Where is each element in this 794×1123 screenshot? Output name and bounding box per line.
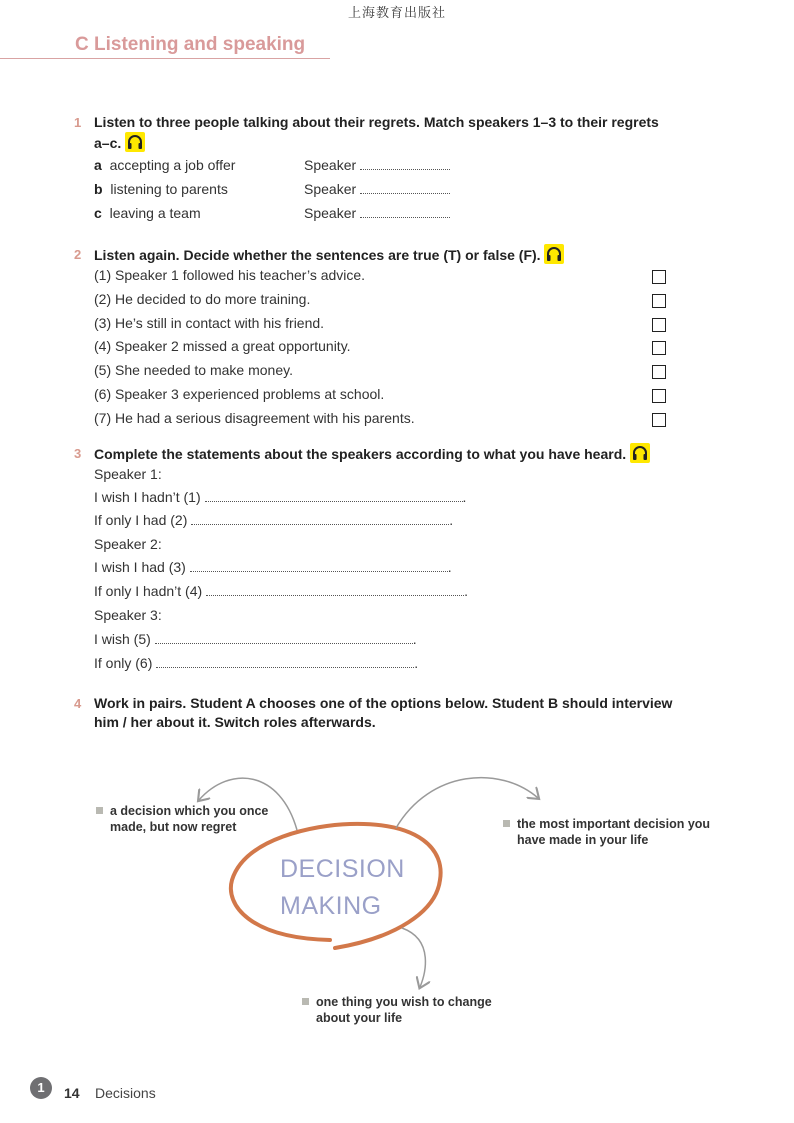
statement-prompt: I wish (5) bbox=[94, 631, 151, 647]
q1-speaker-field-a[interactable] bbox=[304, 155, 450, 175]
statement-period: . bbox=[412, 631, 417, 647]
answer-blank[interactable] bbox=[156, 655, 414, 668]
option-text: one thing you wish to change bbox=[316, 995, 492, 1009]
q3-speaker-heading: Speaker 1: bbox=[94, 466, 162, 482]
statement-period: . bbox=[449, 512, 454, 528]
tf-checkbox[interactable] bbox=[652, 389, 666, 403]
statement-prompt: If only I had (2) bbox=[94, 512, 188, 528]
q1-instruction-line1: Listen to three people talking about their regrets. Match speakers 1–3 to their regrets bbox=[94, 114, 659, 130]
answer-blank[interactable] bbox=[360, 205, 450, 218]
tf-checkbox[interactable] bbox=[652, 365, 666, 379]
q3-number: 3 bbox=[74, 446, 82, 461]
tf-checkbox[interactable] bbox=[652, 270, 666, 284]
section-divider bbox=[0, 58, 330, 59]
q2-statement-4: (4) Speaker 2 missed a great opportunity. bbox=[94, 338, 351, 354]
unit-title: Decisions bbox=[95, 1085, 156, 1101]
q4-instruction-line2: him / her about it. Switch roles afterwards. bbox=[94, 714, 376, 730]
q1-item-a bbox=[94, 155, 235, 175]
statement-period: . bbox=[447, 559, 452, 575]
option-text: have made in your life bbox=[517, 833, 649, 847]
q3-statement-2[interactable] bbox=[94, 510, 453, 530]
answer-blank[interactable] bbox=[206, 583, 464, 596]
section-title: C Listening and speaking bbox=[75, 34, 306, 55]
q1-instruction-tail: a–c. bbox=[94, 135, 122, 151]
q2-instruction-text: Listen again. Decide whether the sentences are true (T) or false (F). bbox=[94, 247, 541, 263]
answer-blank[interactable] bbox=[205, 489, 463, 502]
statement-prompt: If only (6) bbox=[94, 655, 153, 671]
q1-item-letter: b bbox=[94, 181, 103, 197]
mindmap-option-3 bbox=[302, 994, 492, 1026]
statement-period: . bbox=[462, 489, 467, 505]
publisher-header: 上海教育出版社 bbox=[347, 6, 446, 21]
headphones-icon[interactable] bbox=[630, 443, 650, 463]
q3-speaker-heading: Speaker 3: bbox=[94, 607, 162, 623]
answer-blank[interactable] bbox=[155, 631, 413, 644]
q1-item-letter: a bbox=[94, 157, 102, 173]
q3-statement-3[interactable] bbox=[94, 557, 452, 577]
q2-statement-7: (7) He had a serious disagreement with his parents. bbox=[94, 410, 415, 426]
q3-speaker-heading: Speaker 2: bbox=[94, 536, 162, 552]
q2-statement-6: (6) Speaker 3 experienced problems at school. bbox=[94, 386, 385, 402]
tf-checkbox[interactable] bbox=[652, 413, 666, 427]
tf-checkbox[interactable] bbox=[652, 341, 666, 355]
q1-item-text: listening to parents bbox=[110, 181, 228, 197]
option-text: the most important decision you bbox=[517, 817, 711, 831]
q2-statement-2: (2) He decided to do more training. bbox=[94, 291, 311, 307]
q1-item-b bbox=[94, 179, 228, 199]
statement-prompt: I wish I had (3) bbox=[94, 559, 186, 575]
square-bullet-icon bbox=[96, 807, 103, 814]
option-text: about your life bbox=[316, 1011, 403, 1025]
arrow-to-option3 bbox=[402, 928, 425, 987]
tf-checkbox[interactable] bbox=[652, 294, 666, 308]
q2-instruction bbox=[94, 244, 564, 265]
q1-item-text: accepting a job offer bbox=[109, 157, 236, 173]
speaker-label: Speaker bbox=[304, 157, 357, 173]
answer-blank[interactable] bbox=[360, 157, 450, 170]
speaker-label: Speaker bbox=[304, 181, 357, 197]
statement-period: . bbox=[464, 583, 468, 599]
q1-instruction-line2 bbox=[94, 132, 145, 153]
answer-blank[interactable] bbox=[191, 512, 449, 525]
q2-statement-3: (3) He’s still in contact with his friend. bbox=[94, 315, 325, 331]
q2-number: 2 bbox=[74, 247, 82, 262]
q1-item-c bbox=[94, 203, 201, 223]
statement-period: . bbox=[414, 655, 419, 671]
q3-instruction bbox=[94, 443, 650, 464]
answer-blank[interactable] bbox=[190, 559, 448, 572]
q3-statement-6[interactable] bbox=[94, 653, 418, 673]
q4-instruction-line1: Work in pairs. Student A chooses one of the options below. Student B should interview bbox=[94, 695, 673, 711]
mindmap-option-2 bbox=[503, 816, 710, 848]
q3-statement-1[interactable] bbox=[94, 487, 466, 507]
q2-statement-5: (5) She needed to make money. bbox=[94, 362, 293, 378]
q1-item-letter: c bbox=[94, 205, 102, 221]
q1-speaker-field-b[interactable] bbox=[304, 179, 450, 199]
square-bullet-icon bbox=[503, 820, 510, 827]
statement-prompt: I wish I hadn’t (1) bbox=[94, 489, 201, 505]
mindmap-center-line2: MAKING bbox=[280, 892, 382, 920]
q3-statement-4[interactable] bbox=[94, 581, 468, 601]
headphones-icon[interactable] bbox=[125, 132, 145, 152]
tf-checkbox[interactable] bbox=[652, 318, 666, 332]
q3-instruction-text: Complete the statements about the speakers according to what you have heard. bbox=[94, 446, 627, 462]
statement-prompt: If only I hadn’t (4) bbox=[94, 583, 203, 599]
headphones-icon[interactable] bbox=[544, 244, 564, 264]
mindmap-option-1 bbox=[96, 803, 268, 835]
q1-item-text: leaving a team bbox=[109, 205, 201, 221]
speaker-label: Speaker bbox=[304, 205, 357, 221]
answer-blank[interactable] bbox=[360, 181, 450, 194]
q2-statement-1: (1) Speaker 1 followed his teacher’s advice. bbox=[94, 267, 366, 283]
square-bullet-icon bbox=[302, 998, 309, 1005]
option-text: a decision which you once bbox=[110, 804, 269, 818]
q4-number: 4 bbox=[74, 696, 82, 711]
q3-statement-5[interactable] bbox=[94, 629, 417, 649]
q1-speaker-field-c[interactable] bbox=[304, 203, 450, 223]
page-number: 14 bbox=[64, 1085, 80, 1101]
q1-number: 1 bbox=[74, 115, 82, 130]
unit-badge: 1 bbox=[30, 1077, 52, 1099]
option-text: made, but now regret bbox=[110, 820, 237, 834]
mindmap-center-line1: DECISION bbox=[280, 855, 405, 883]
